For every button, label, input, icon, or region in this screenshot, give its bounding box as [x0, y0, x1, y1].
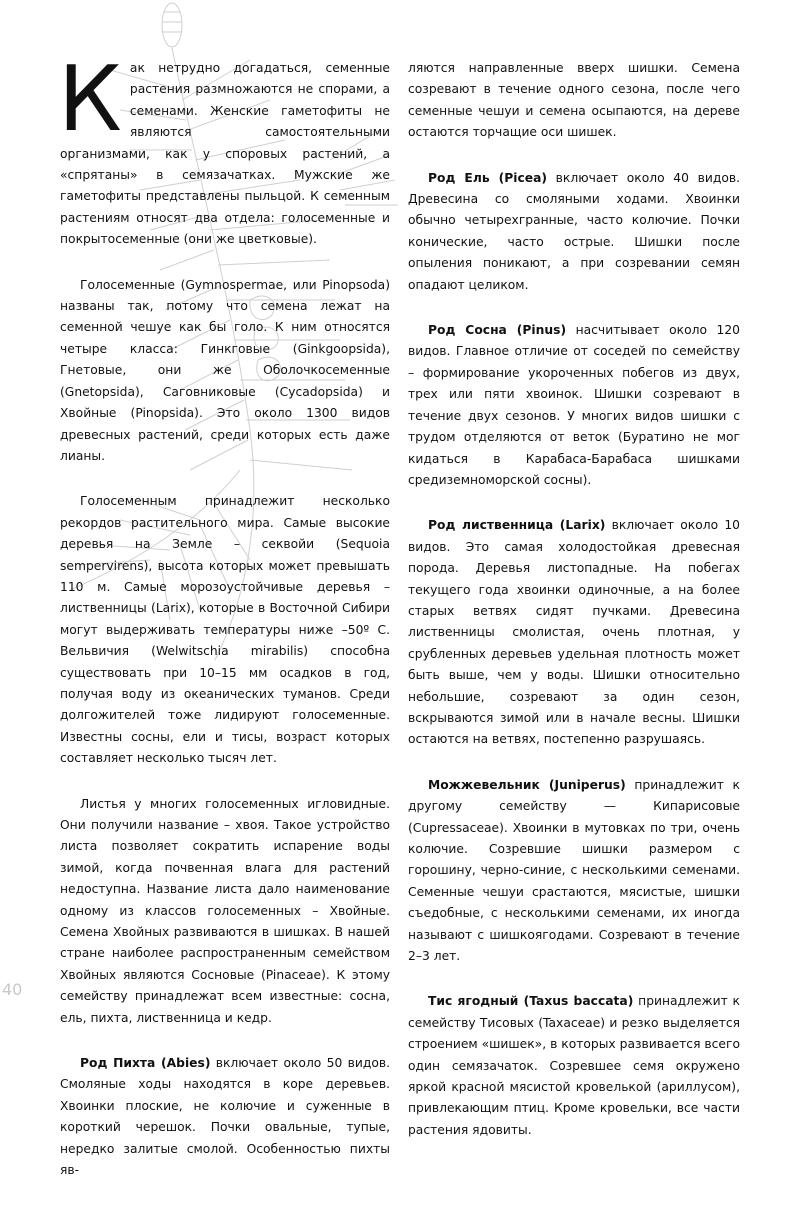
- abies-text: включает около 50 видов. Смоляные ходы находятся в коре деревьев. Хвоинки плоские, не колючие и суженные в короткий черешок. Почки овальные, тупые, нередко залитые смолой. Особенностью пихты яв-: [60, 1056, 391, 1178]
- abies-paragraph: [60, 1053, 390, 1181]
- intro-text: ак нетрудно догадаться, семенные растения размножаются не спорами, а семенами. Женские гаметофиты не являются самостоятельными организмами, как у споровых растений, а «спрятаны» в семязачатках. Мужские же гаметофиты представлены пыльцой. К семенным растениям относят два отдела: голосеменные и покрытосеменные (они же цветковые).: [60, 61, 390, 247]
- drop-cap: К: [58, 47, 122, 152]
- right-column: [408, 58, 740, 1165]
- pinus-text: насчитывает около 120 видов. Главное отличие от соседей по семейству – формирование укороченных побегов из двух, трех или пяти хвоинок. Шишки созревают в течение двух сезонов. У многих видов шишки с трудом отделяются от веток (Буратино не мог кидаться в Карабаса-Барабаса шишками средиземноморской сосны).: [408, 323, 740, 487]
- picea-text: включает около 40 видов. Древесина со смоляными ходами. Хвоинки обычно четырехгранные, часто колючие. Почки конические, часто острые. Шишки после опыления поникают, а при созревании семян опадают целиком.: [408, 170, 740, 292]
- picea-paragraph: [408, 168, 740, 296]
- taxus-paragraph: [408, 991, 740, 1141]
- juniperus-heading: Можжевельник (Juniperus): [428, 777, 626, 792]
- pinus-paragraph: [408, 320, 740, 491]
- records-paragraph: Голосеменным принадлежит несколько рекордов растительного мира. Самые высокие деревья на Земле – секвойи (Sequoia sempervirens), высота которых может превышать 110 м. Самые морозоустойчивые деревья – лиственницы (Larix), которые в Восточной Сибири могут выдерживать температуры ниже –50º С. Вельвичия (Welwitschia mirabilis) способна существовать при 10–15 мм осадков в год, получая воду из океанических туманов. Среди долгожителей тоже лидируют голосеменные. Известны сосны, ели и тисы, возраст которых составляет несколько тысяч лет.: [60, 494, 390, 766]
- taxus-text: принадлежит к семейству Тисовых (Taxaceae) и резко выделяется строением «шишек», в которых развивается всего один семязачаток. Созревшее семя окружено яркой красной мясистой кровелькой (ариллусом), привлекающим птиц. Кроме кровельки, все части растения ядовиты.: [408, 994, 740, 1137]
- gymnosperms-paragraph: Голосеменные (Gymnospermae, или Pinopsoda) названы так, потому что семена лежат на семенной чешуе как бы голо. К ним относятся четыре класса: Гинкговые (Ginkgoopsida), Гнетовые, они же Оболочкосеменные (Gnetopsida), Саговниковые (Cycadopsida) и Хвойные (Pinopsida). Это около 1300 видов древесных растений, среди которых есть даже лианы.: [60, 277, 390, 463]
- left-column: [58, 47, 391, 1206]
- page-number: 40: [2, 980, 23, 999]
- pinus-heading: Род Сосна (Pinus): [428, 323, 567, 338]
- intro-paragraph: [58, 47, 390, 251]
- juniperus-text: принадлежит к другому семейству — Кипарисовые (Cupressaceae). Хвоинки в мутовках по три, очень колючие. Созревшие шишки размером с горошину, черно-синие, с несколькими семенами. Семенные чешуи срастаются, мясистые, шишки съедобные, с несколькими семенами, их иногда называют с шишкоягодами. Созревают в течение 2–3 лет.: [408, 777, 740, 964]
- larix-paragraph: [408, 515, 740, 750]
- abies-continuation-paragraph: ляются направленные вверх шишки. Семена созревают в течение одного сезона, после чего семенные чешуи и семена осыпаются, на дереве остаются торчащие оси шишек.: [408, 61, 740, 140]
- juniperus-paragraph: [408, 775, 740, 968]
- larix-heading: Род лиственница (Larix): [428, 518, 606, 533]
- needles-paragraph: Листья у многих голосеменных игловидные. Они получили название – хвоя. Такое устройство листа позволяет сократить испарение воды зимой, когда почвенная влага для растений недоступна. Название листа дало наименование одному из классов голосеменных – Хвойные. Семена Хвойных развиваются в шишках. В нашей стране наиболее распространенным семейством Хвойных являются Сосновые (Pinaceae). К этому семейству принадлежат всем известные: сосна, ель, пихта, лиственница и кедр.: [60, 796, 390, 1025]
- taxus-heading: Тис ягодный (Taxus baccata): [428, 994, 634, 1009]
- picea-heading: Род Ель (Picea): [428, 170, 548, 185]
- abies-heading: Род Пихта (Abies): [80, 1056, 211, 1071]
- larix-text: включает около 10 видов. Это самая холодостойкая древесная порода. Деревья листопадные. На побегах текущего года хвоинки одиночные, а на более старых ветвях сидят пучками. Древесина лиственницы смолистая, очень плотная, у срубленных деревьев удельная плотность может быть выше, чем у воды. Шишки относительно небольшие, созревают за один сезон, вскрываются зимой или в начале весны. Шишки остаются на ветвях, постепенно разрушаясь.: [408, 518, 740, 747]
